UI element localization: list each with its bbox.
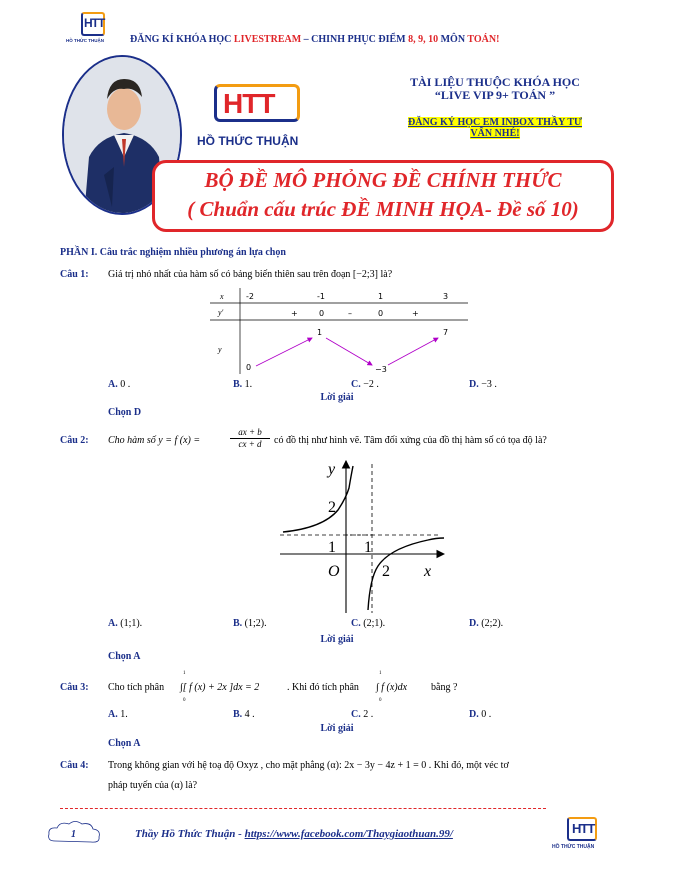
small-logo: HTT xyxy=(81,12,105,36)
table-sign: 0 xyxy=(319,309,325,318)
q3-answer: Chọn A xyxy=(108,738,141,749)
exam-subtitle: ( Chuẩn cấu trúc ĐỀ MINH HỌA- Đề số 10) xyxy=(187,197,579,221)
top-banner-line: ĐĂNG KÍ KHÓA HỌC LIVESTREAM – CHINH PHỤC ĐIỂM 8, 9, 10 MÔN TOÁN! xyxy=(130,34,500,45)
table-y-value: 1 xyxy=(317,328,323,337)
table-yp-label: y′ xyxy=(218,308,224,317)
q3-label: Câu 3: xyxy=(60,682,89,693)
table-y-value: 0 xyxy=(246,363,252,372)
table-sign: + xyxy=(412,309,419,318)
page-number-cloud xyxy=(45,819,103,845)
table-sign: – xyxy=(348,309,352,318)
q1-text: Giá trị nhỏ nhất của hàm số có bảng biến thiên sau trên đoạn [−2;3] là? xyxy=(108,269,393,280)
q3-option-c[interactable]: C. 2 . xyxy=(351,709,374,720)
page-number: 1 xyxy=(71,829,76,840)
footer-logo-caption: HỒ THỨC THUẬN xyxy=(552,844,595,850)
q3-lower-limit: 0 xyxy=(379,698,382,703)
q2-text: có đồ thị như hình vẽ. Tâm đối xứng của đồ thị hàm số có tọa độ là? xyxy=(274,435,547,446)
main-logo-caption: HỒ THỨC THUẬN xyxy=(197,134,299,148)
graph-label-2y: 2 xyxy=(328,499,336,516)
table-x-value: -1 xyxy=(317,292,325,301)
q2-graph xyxy=(278,458,448,614)
main-logo: HTT xyxy=(214,84,300,122)
graph-label-2x: 2 xyxy=(382,563,390,580)
course-info: TÀI LIỆU THUỘC KHÓA HỌC “LIVE VIP 9+ TOÁN ” xyxy=(410,75,580,102)
q3-solution-label: Lời giải xyxy=(320,723,354,734)
footer-credit: Thầy Hồ Thức Thuận - https://www.facebook.com/Thaygiaothuan.99/ xyxy=(135,828,453,840)
q4-line1: Trong không gian với hệ toạ độ Oxyz , cho mặt phẳng (α): 2x − 3y − 4z + 1 = 0 . Khi đó, một véc tơ xyxy=(108,760,509,771)
q1-label: Câu 1: xyxy=(60,269,89,280)
facebook-link[interactable]: https://www.facebook.com/Thaygiaothuan.99/ xyxy=(244,828,453,840)
q3-upper-limit: 1 xyxy=(379,671,382,676)
table-x-value: 1 xyxy=(378,292,384,301)
table-x-value: -2 xyxy=(246,292,254,301)
table-x-value: 3 xyxy=(443,292,449,301)
q1-option-c[interactable]: C. −2 . xyxy=(351,379,379,390)
q3-integral1: ∫[ f (x) + 2x ]dx = 2 xyxy=(180,682,260,693)
q3-text2: . Khi đó tích phân xyxy=(287,682,359,693)
small-logo-caption: HỒ THỨC THUẬN xyxy=(66,38,104,43)
graph-x-axis-label: x xyxy=(424,563,432,580)
table-sign: + xyxy=(291,309,298,318)
exam-title: BỘ ĐỀ MÔ PHỎNG ĐỀ CHÍNH THỨC xyxy=(204,168,562,192)
graph-origin: O xyxy=(328,563,340,580)
q2-solution-label: Lời giải xyxy=(320,634,354,645)
table-sign: 0 xyxy=(378,309,384,318)
q2-option-b[interactable]: B. (1;2). xyxy=(233,618,267,629)
table-arrow-down xyxy=(326,338,372,365)
q1-variation-table xyxy=(210,288,480,376)
table-arrow-up xyxy=(388,338,438,365)
table-y-label: y xyxy=(218,345,222,354)
q3-text1: Cho tích phân xyxy=(108,682,165,693)
q3-option-a[interactable]: A. 1. xyxy=(108,709,128,720)
table-y-value: −3 xyxy=(375,365,387,374)
footer-logo: HTT xyxy=(567,817,597,841)
inbox-notice: ĐĂNG KÝ HỌC EM INBOX THẦY TƯ VẤN NHÉ! xyxy=(408,117,582,139)
q1-option-a[interactable]: A. 0 . xyxy=(108,379,131,390)
table-x-label: x xyxy=(220,292,224,301)
q1-solution-label: Lời giải xyxy=(320,392,354,403)
q3-option-d[interactable]: D. 0 . xyxy=(469,709,492,720)
graph-label-1x: 1 xyxy=(364,539,372,556)
q2-fraction: ax + b cx + d xyxy=(230,427,270,450)
q1-option-d[interactable]: D. −3 . xyxy=(469,379,497,390)
q1-option-b[interactable]: B. 1. xyxy=(233,379,253,390)
q2-option-c[interactable]: C. (2;1). xyxy=(351,618,386,629)
q3-text3: bằng ? xyxy=(431,682,458,693)
q1-answer: Chọn D xyxy=(108,407,142,418)
q2-label: Câu 2: xyxy=(60,435,89,446)
graph-label-1y: 1 xyxy=(328,539,336,556)
part-heading: PHẦN I. Câu trắc nghiệm nhiều phương án lựa chọn xyxy=(60,247,286,258)
q2-answer: Chọn A xyxy=(108,651,141,662)
graph-y-axis-label: y xyxy=(328,461,336,478)
q2-option-a[interactable]: A. (1;1). xyxy=(108,618,143,629)
table-arrow-up xyxy=(256,338,312,366)
q4-line2: pháp tuyến của (α) là? xyxy=(108,780,198,791)
footer-divider xyxy=(60,808,546,809)
q3-option-b[interactable]: B. 4 . xyxy=(233,709,255,720)
table-y-value: 7 xyxy=(443,328,449,337)
q2-option-d[interactable]: D. (2;2). xyxy=(469,618,504,629)
q4-label: Câu 4: xyxy=(60,760,89,771)
q3-lower-limit: 0 xyxy=(183,698,186,703)
q3-integral2: ∫ f (x)dx xyxy=(376,682,408,693)
q2-function: Cho hàm số y = f (x) = xyxy=(108,435,201,446)
q3-upper-limit: 1 xyxy=(183,671,186,676)
